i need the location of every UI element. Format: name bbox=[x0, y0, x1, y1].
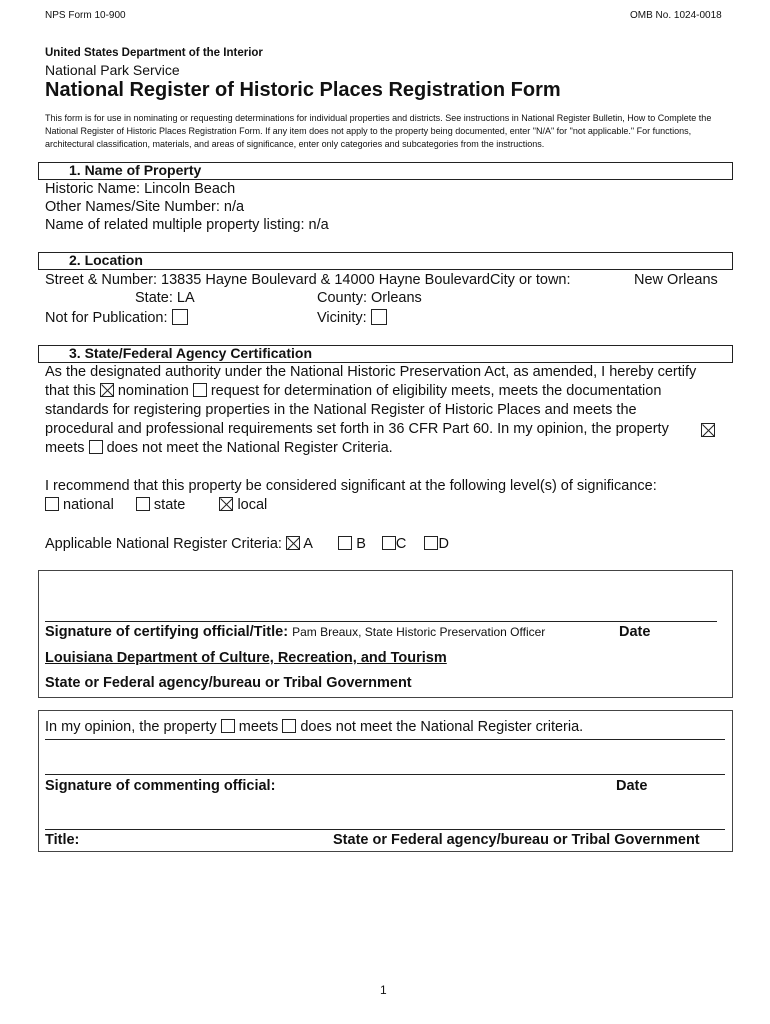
certification-line-4 bbox=[45, 421, 669, 437]
nomination-label: nomination bbox=[117, 383, 189, 399]
certification-line-5 bbox=[45, 440, 393, 456]
page-title: National Register of Historic Places Registration Form bbox=[45, 79, 561, 101]
criteria-a-label: A bbox=[303, 536, 313, 552]
meets-label: meets bbox=[45, 440, 85, 456]
county-value: County: Orleans bbox=[317, 290, 422, 306]
level-state-label: state bbox=[153, 497, 186, 513]
criteria-c-checkbox[interactable] bbox=[382, 536, 396, 550]
criteria-row bbox=[45, 536, 449, 552]
criteria-label: Applicable National Register Criteria: bbox=[45, 536, 282, 552]
significance-levels bbox=[45, 497, 267, 513]
criteria-b-checkbox[interactable] bbox=[338, 536, 352, 550]
certification-line-3: standards for registering properties in the National Register of Historic Places and meets the bbox=[45, 402, 637, 418]
significance-recommendation: I recommend that this property be considered significant at the following level(s) of significance: bbox=[45, 478, 657, 494]
not-for-publication-label: Not for Publication: bbox=[45, 310, 168, 326]
section-2-title: 2. Location bbox=[69, 252, 143, 268]
street-number: Street & Number: 13835 Hayne Boulevard & 14000 Hayne BoulevardCity or town: bbox=[45, 272, 571, 288]
state-value: State: LA bbox=[135, 290, 195, 306]
criteria-d-label: D bbox=[438, 536, 449, 552]
cert-that-this: that this bbox=[45, 383, 96, 399]
criteria-a-checkbox[interactable] bbox=[286, 536, 300, 550]
cert-opinion-text: procedural and professional requirements set forth in 36 CFR Part 60. In my opinion, the property bbox=[45, 421, 669, 437]
level-national-checkbox[interactable] bbox=[45, 497, 59, 511]
does-not-meet-checkbox[interactable] bbox=[89, 440, 103, 454]
commenting-opinion-row bbox=[45, 719, 583, 735]
not-for-publication-row bbox=[45, 309, 188, 326]
historic-name: Historic Name: Lincoln Beach bbox=[45, 181, 236, 197]
commenting-title-label: Title: bbox=[45, 832, 80, 848]
section-1-header bbox=[38, 162, 733, 180]
nomination-checkbox[interactable] bbox=[100, 383, 114, 397]
city-value: New Orleans bbox=[634, 272, 718, 288]
certification-line-2 bbox=[45, 383, 661, 399]
multiple-listing: Name of related multiple property listing: n/a bbox=[45, 217, 329, 233]
intro-text: This form is for use in nominating or requesting determinations for individual properties and districts. See instructions in National Register Bulletin, How to Complete the National Register of Historic Places Registration Form. If any item does not apply to the property being documented, enter "N/A" for "not applicable." For functions, architectural classification, materials, and areas of significance, enter only categories and subcategories from the instructions. bbox=[45, 113, 712, 149]
property-meets-checkbox[interactable] bbox=[701, 423, 715, 437]
section-3-title: 3. State/Federal Agency Certification bbox=[69, 345, 312, 361]
certifying-signature-row bbox=[45, 624, 545, 640]
eligibility-request-label: request for determination of eligibility meets, meets the documentation bbox=[210, 383, 662, 399]
commenting-signature-line[interactable] bbox=[45, 774, 725, 775]
not-for-publication-checkbox[interactable] bbox=[172, 309, 188, 325]
certifying-official-name: Pam Breaux, State Historic Preservation Officer bbox=[292, 625, 546, 639]
certifying-signature-label: Signature of certifying official/Title: bbox=[45, 624, 289, 640]
comment-does-not-meet-label: does not meet the National Register criteria. bbox=[300, 719, 584, 735]
commenting-signature-label: Signature of commenting official: bbox=[45, 778, 276, 794]
level-local-checkbox[interactable] bbox=[219, 497, 233, 511]
level-state-checkbox[interactable] bbox=[136, 497, 150, 511]
commenting-opinion-label: In my opinion, the property bbox=[45, 719, 217, 735]
certifying-date-label: Date bbox=[619, 624, 651, 640]
section-3-header bbox=[38, 345, 733, 363]
vicinity-label: Vicinity: bbox=[317, 310, 367, 326]
commenting-title-line[interactable] bbox=[45, 829, 725, 830]
section-2-header bbox=[38, 252, 733, 270]
department-name: United States Department of the Interior bbox=[45, 47, 263, 59]
comment-meets-checkbox[interactable] bbox=[221, 719, 235, 733]
comment-meets-label: meets bbox=[238, 719, 279, 735]
comment-does-not-meet-checkbox[interactable] bbox=[282, 719, 296, 733]
section-1-title: 1. Name of Property bbox=[69, 162, 202, 178]
certifying-agency-label: State or Federal agency/bureau or Tribal Government bbox=[45, 675, 412, 691]
criteria-b-label: B bbox=[356, 536, 366, 552]
vicinity-row bbox=[317, 309, 387, 326]
omb-number: OMB No. 1024-0018 bbox=[630, 10, 722, 21]
commenting-agency-label: State or Federal agency/bureau or Tribal Government bbox=[333, 832, 700, 848]
certifying-signature-line[interactable] bbox=[45, 621, 717, 622]
criteria-d-checkbox[interactable] bbox=[424, 536, 438, 550]
level-local-label: local bbox=[237, 497, 268, 513]
agency-name: National Park Service bbox=[45, 62, 180, 78]
form-number: NPS Form 10-900 bbox=[45, 10, 126, 21]
other-names: Other Names/Site Number: n/a bbox=[45, 199, 245, 215]
level-national-label: national bbox=[63, 497, 114, 513]
commenting-date-label: Date bbox=[616, 778, 648, 794]
vicinity-checkbox[interactable] bbox=[371, 309, 387, 325]
page-number: 1 bbox=[380, 983, 387, 997]
eligibility-request-checkbox[interactable] bbox=[193, 383, 207, 397]
certification-line-1: As the designated authority under the National Historic Preservation Act, as amended, I hereby certify bbox=[45, 364, 697, 380]
commenting-opinion-line bbox=[45, 739, 725, 740]
criteria-c-label: C bbox=[395, 536, 407, 552]
does-not-meet-label: does not meet the National Register Criteria. bbox=[106, 440, 393, 456]
certifying-agency-name: Louisiana Department of Culture, Recreation, and Tourism bbox=[45, 650, 447, 666]
